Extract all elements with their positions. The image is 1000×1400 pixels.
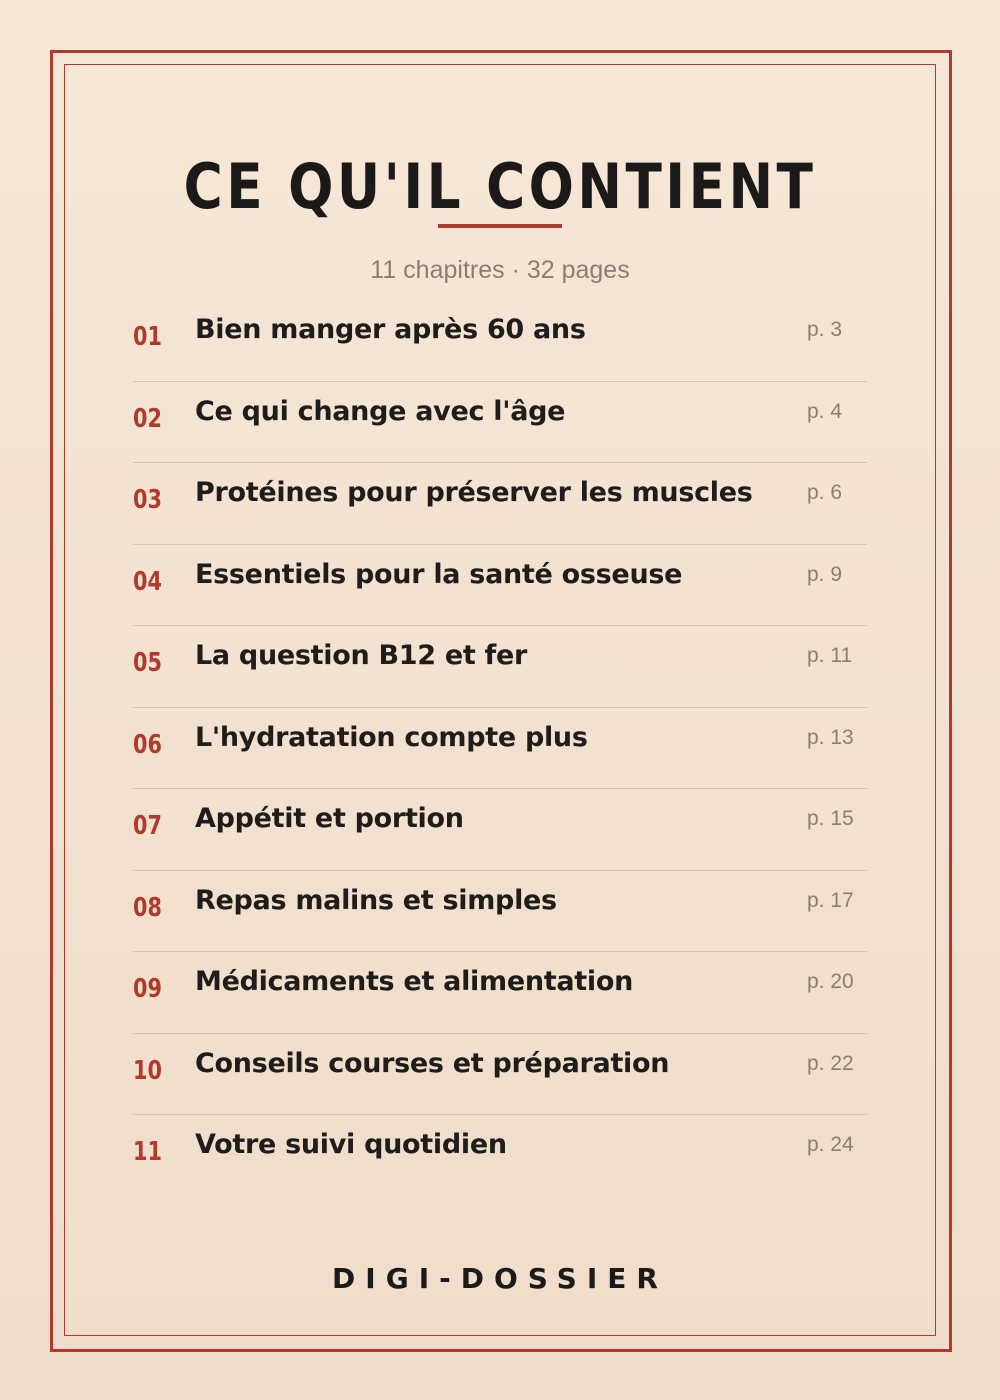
toc-item[interactable] bbox=[133, 382, 867, 464]
chapter-title: Conseils courses et préparation bbox=[195, 1047, 670, 1079]
toc-item[interactable] bbox=[133, 463, 867, 545]
page-title: CE QU'IL CONTIENT bbox=[183, 150, 817, 223]
chapter-number: 11 bbox=[133, 1137, 162, 1167]
chapter-page: p. 13 bbox=[807, 725, 854, 749]
chapter-number: 04 bbox=[133, 566, 162, 597]
brand-name: DIGI-DOSSIER bbox=[332, 1262, 668, 1295]
chapter-title: Ce qui change avec l'âge bbox=[195, 395, 566, 427]
chapter-page: p. 24 bbox=[807, 1133, 854, 1156]
chapter-number: 03 bbox=[133, 485, 162, 515]
chapter-number: 08 bbox=[133, 892, 162, 923]
chapter-page: p. 15 bbox=[807, 807, 854, 830]
toc-item[interactable] bbox=[133, 545, 867, 627]
chapter-page: p. 22 bbox=[807, 1051, 854, 1075]
chapter-title: L'hydratation compte plus bbox=[195, 721, 588, 753]
chapter-number: 01 bbox=[133, 322, 162, 352]
toc-item[interactable] bbox=[133, 789, 867, 871]
chapter-title: Repas malins et simples bbox=[195, 884, 557, 916]
table-of-contents bbox=[133, 300, 867, 1196]
chapter-page: p. 9 bbox=[807, 562, 843, 586]
chapter-title: Essentiels pour la santé osseuse bbox=[195, 558, 683, 590]
chapter-title: Appétit et portion bbox=[195, 803, 464, 834]
chapter-title: Votre suivi quotidien bbox=[195, 1129, 507, 1160]
chapter-number: 05 bbox=[133, 648, 162, 678]
toc-item[interactable] bbox=[133, 626, 867, 708]
chapter-number: 07 bbox=[133, 811, 162, 841]
chapter-number: 09 bbox=[133, 974, 162, 1004]
toc-item[interactable] bbox=[133, 708, 867, 790]
chapter-title: Protéines pour préserver les muscles bbox=[195, 477, 753, 508]
title-underline bbox=[438, 224, 562, 228]
toc-item[interactable] bbox=[133, 300, 867, 382]
chapter-number: 10 bbox=[133, 1055, 162, 1086]
chapter-page: p. 17 bbox=[807, 888, 854, 912]
chapter-title: La question B12 et fer bbox=[195, 640, 528, 671]
toc-item[interactable] bbox=[133, 1115, 867, 1196]
chapter-page: p. 3 bbox=[807, 318, 843, 341]
chapter-page: p. 11 bbox=[807, 644, 853, 667]
page-subtitle: 11 chapitres · 32 pages bbox=[370, 256, 630, 284]
chapter-number: 02 bbox=[133, 403, 162, 434]
chapter-page: p. 20 bbox=[807, 970, 854, 993]
toc-item[interactable] bbox=[133, 952, 867, 1034]
chapter-title: Bien manger après 60 ans bbox=[195, 314, 586, 345]
chapter-page: p. 4 bbox=[807, 399, 843, 423]
toc-item[interactable] bbox=[133, 871, 867, 953]
chapter-page: p. 6 bbox=[807, 481, 843, 504]
chapter-title: Médicaments et alimentation bbox=[195, 966, 634, 997]
chapter-number: 06 bbox=[133, 729, 162, 760]
toc-item[interactable] bbox=[133, 1034, 867, 1116]
